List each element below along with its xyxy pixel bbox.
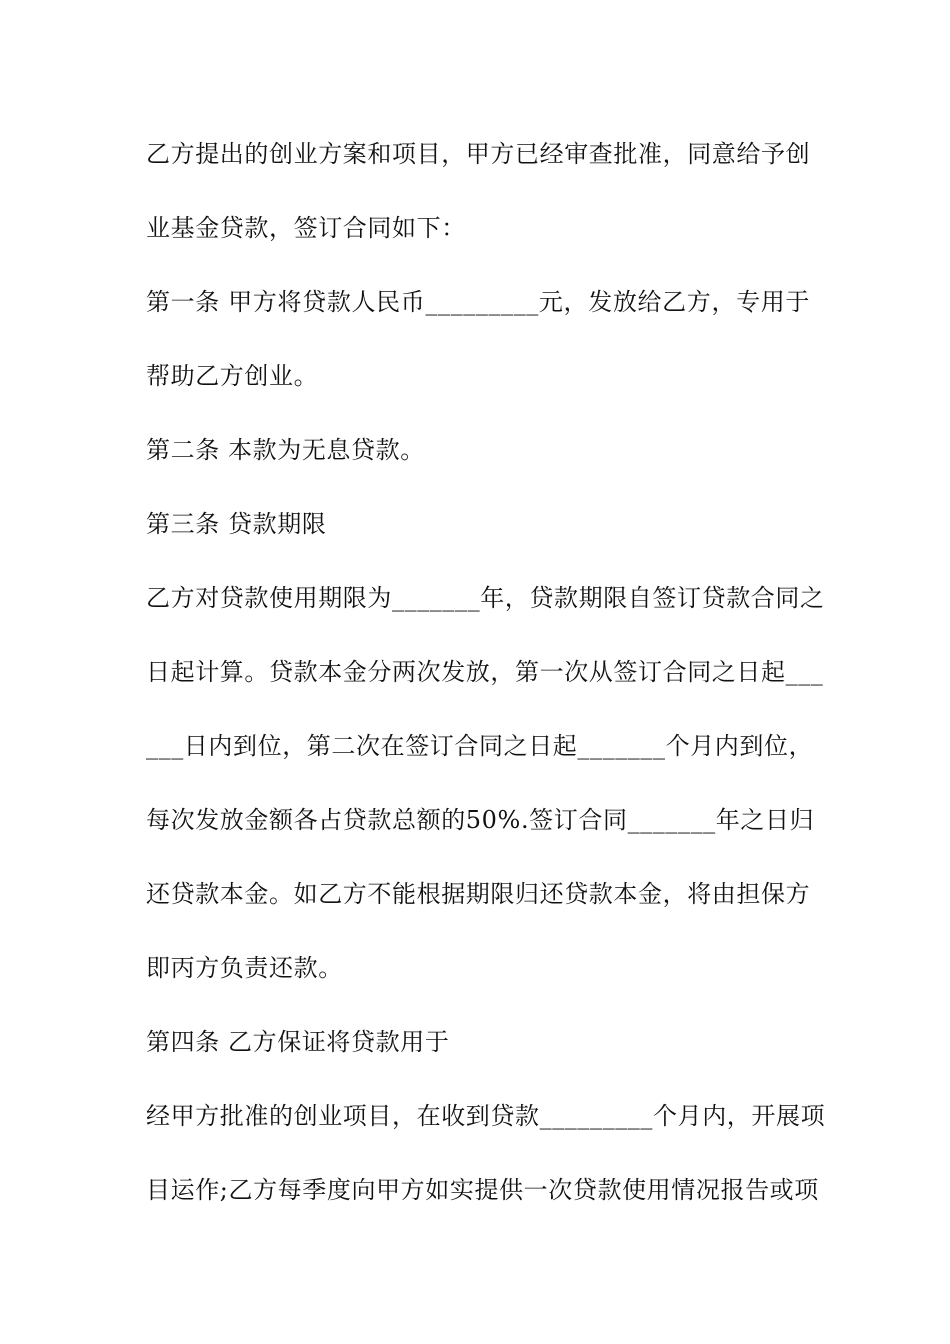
article-4-heading: 第四条 乙方保证将贷款用于 [146, 1028, 450, 1056]
text-line: 还贷款本金。如乙方不能根据期限归还贷款本金，将由担保方 [146, 880, 811, 908]
text-line: 日起计算。贷款本金分两次发放，第一次从签订合同之日起___ [146, 658, 824, 686]
text-line: 业基金贷款，签订合同如下： [146, 214, 466, 242]
text-line: ___日内到位，第二次在签订合同之日起_______个月内到位， [146, 732, 814, 760]
article-3-heading: 第三条 贷款期限 [146, 510, 327, 538]
article-1-heading: 第一条 甲方将贷款人民币_________元，发放给乙方，专用于 [146, 288, 810, 316]
article-2-heading: 第二条 本款为无息贷款。 [146, 436, 425, 464]
text-line: 即丙方负责还款。 [146, 954, 343, 982]
text-line: 乙方提出的创业方案和项目，甲方已经审查批准，同意给予创 [146, 140, 811, 168]
text-line: 经甲方批准的创业项目，在收到贷款_________个月内，开展项 [146, 1102, 826, 1130]
text-line: 目运作;乙方每季度向甲方如实提供一次贷款使用情况报告或项 [146, 1176, 819, 1204]
text-line: 每次发放金额各占贷款总额的50%.签订合同_______年之日归 [146, 806, 815, 834]
text-line: 乙方对贷款使用期限为_______年，贷款期限自签订贷款合同之 [146, 584, 825, 612]
text-line: 帮助乙方创业。 [146, 362, 319, 390]
